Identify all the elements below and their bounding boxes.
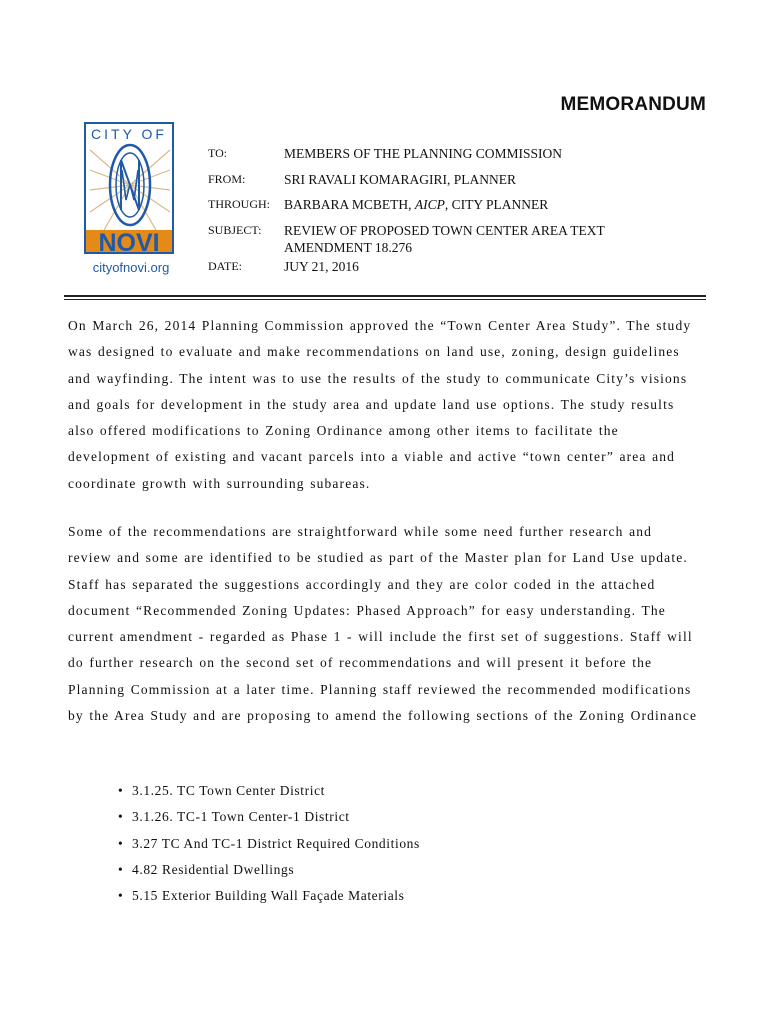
list-item: [68, 883, 420, 909]
from-value: SRI RAVALI KOMARAGIRI, PLANNER: [284, 172, 517, 187]
header-divider-thin: [64, 299, 706, 300]
list-item: [68, 804, 420, 830]
bullet-icon: •: [118, 809, 124, 825]
amendment-sections-list: [68, 778, 420, 909]
logo-emblem-icon: [88, 140, 172, 230]
from-label: FROM:: [208, 172, 246, 186]
to-label: TO:: [208, 146, 228, 160]
through-credential: AICP: [414, 197, 445, 212]
city-logo: [84, 122, 178, 282]
list-item-text: 5.15 Exterior Building Wall Façade Materials: [132, 888, 405, 904]
list-item: [68, 778, 420, 804]
through-name: BARBARA MCBETH,: [284, 197, 415, 212]
to-value: MEMBERS OF THE PLANNING COMMISSION: [284, 146, 563, 161]
subject-line-1: REVIEW OF PROPOSED TOWN CENTER AREA TEXT: [284, 223, 605, 238]
through-label: THROUGH:: [208, 197, 270, 211]
logo-frame: [84, 122, 174, 254]
date-value: JUY 21, 2016: [284, 259, 359, 274]
date-label: DATE:: [208, 259, 242, 273]
bullet-icon: •: [118, 861, 124, 877]
bullet-icon: •: [118, 835, 124, 851]
body-paragraph-2: Some of the recommendations are straightforward while some need further research and review and some are identified to be studied as part of the Master plan for Land Use update. Staff has separated the suggestions accordingly and they are color coded in the attached document “Recommended Zoning Updates: Phased Approach” for easy understanding. The current amendment - regarded as Phase 1 - will include the first set of suggestions. Staff will do further research on the second set of recommendations and will present it before the Planning Commission at a later time. Planning staff reviewed the recommended modifications by the Area Study and are proposing to amend the following sections of the Zoning Ordinance: [68, 524, 698, 724]
subject-label: SUBJECT:: [208, 223, 262, 237]
list-item-text: 3.27 TC And TC-1 District Required Conditions: [132, 835, 420, 851]
logo-url: cityofnovi.org: [92, 260, 170, 275]
through-title: , CITY PLANNER: [444, 197, 549, 212]
list-item-text: 3.1.25. TC Town Center District: [132, 783, 326, 798]
list-item: [68, 857, 420, 883]
logo-novi-band: NOVI: [86, 230, 172, 254]
body-paragraph-1: On March 26, 2014 Planning Commission approved the “Town Center Area Study”. The study was designed to evaluate and make recommendations on land use, zoning, design guidelines and wayfinding. The intent was to use the results of the study to communicate City’s visions and goals for development in the study area and update land use options. The study results also offered modifications to Zoning Ordinance among other items to facilitate the development of existing and vacant parcels into a viable and active “town center” area and coordinate growth with surrounding subareas.: [68, 318, 692, 491]
header-divider-thick: [64, 295, 706, 297]
logo-city-text: CITY OF: [91, 126, 167, 142]
through-value: [284, 197, 548, 213]
subject-line-2: AMENDMENT 18.276: [284, 240, 412, 255]
bullet-icon: •: [118, 783, 124, 798]
list-item-text: 3.1.26. TC-1 Town Center-1 District: [132, 809, 350, 825]
list-item-text: 4.82 Residential Dwellings: [132, 861, 295, 877]
list-item: [68, 831, 420, 857]
memo-title: MEMORANDUM: [560, 94, 706, 115]
bullet-icon: •: [118, 888, 124, 904]
